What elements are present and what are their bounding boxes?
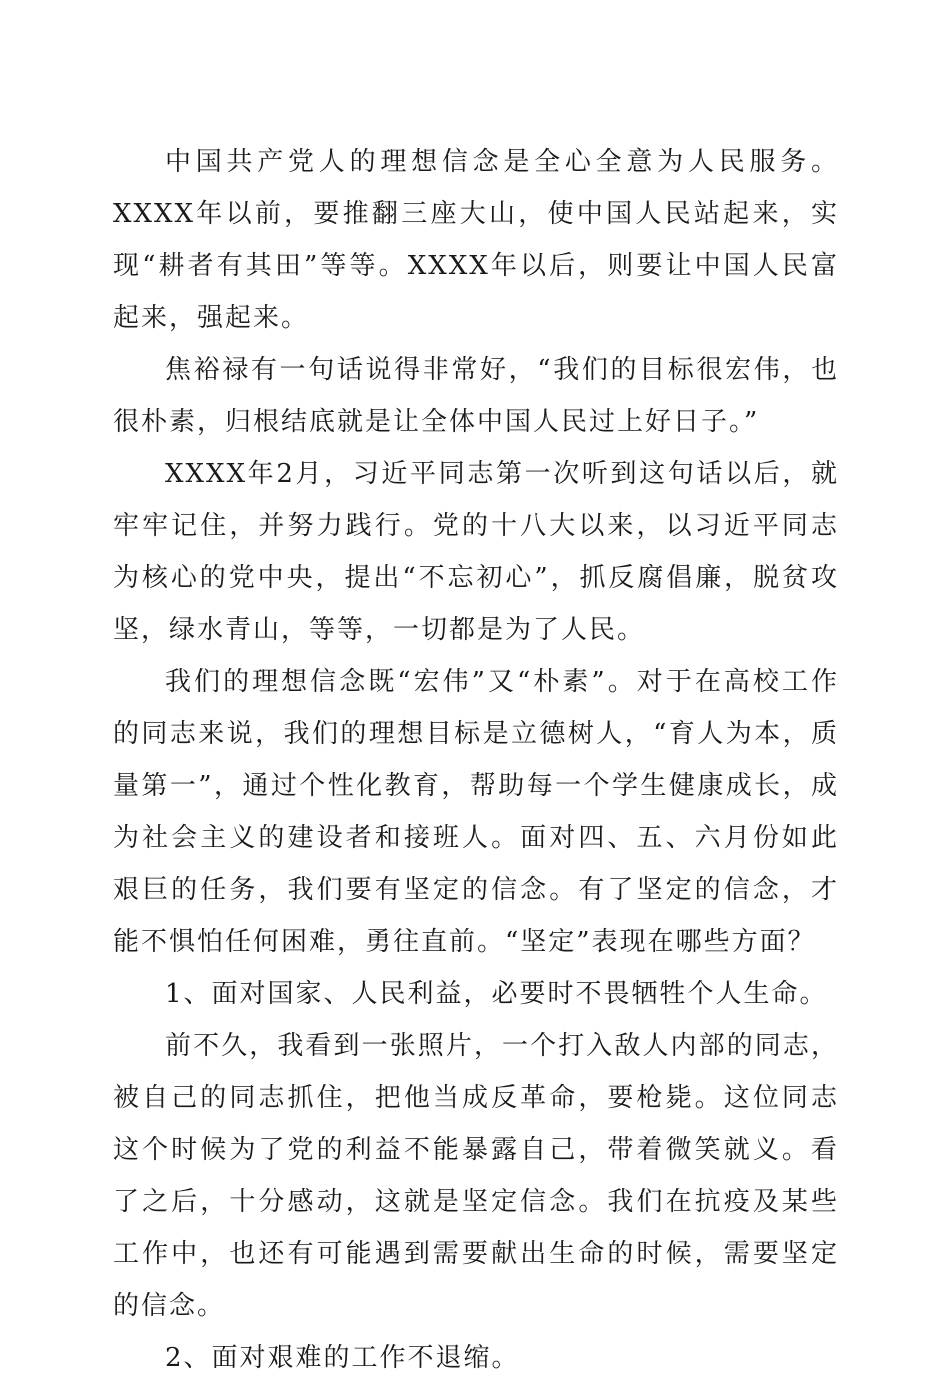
list-heading-1: 1、面对国家、人民利益，必要时不畏牺牲个人生命。	[165, 979, 828, 1009]
paragraph: 前不久，我看到一张照片，一个打入敌人内部的同志，被自己的同志抓住，把他当成反革命，要枪毙。这位同志这个时候为了党的利益不能暴露自己，带着微笑就义。看了之后，十分感动，这就是坚定信念。我们在抗疫及某些工作中，也还有可能遇到需要献出生命的时候，需要坚定的信念。	[113, 1031, 839, 1321]
paragraph: 焦裕禄有一句话说得非常好，“我们的目标很宏伟，也很朴素，归根结底就是让全体中国人民过上好日子。”	[113, 355, 839, 437]
paragraph: XXXX年2月，习近平同志第一次听到这句话以后，就牢牢记住，并努力践行。党的十八大以来，以习近平同志为核心的党中央，提出“不忘初心”，抓反腐倡廉，脱贫攻坚，绿水青山，等等，一切都是为了人民。	[113, 459, 839, 645]
document-body	[113, 136, 839, 1384]
paragraph: 我们的理想信念既“宏伟”又“朴素”。对于在高校工作的同志来说，我们的理想目标是立德树人，“育人为本，质量第一”，通过个性化教育，帮助每一个学生健康成长，成为社会主义的建设者和接班人。面对四、五、六月份如此艰巨的任务，我们要有坚定的信念。有了坚定的信念，才能不惧怕任何困难，勇往直前。“坚定”表现在哪些方面？	[113, 667, 839, 957]
paragraph: 中国共产党人的理想信念是全心全意为人民服务。XXXX年以前，要推翻三座大山，使中国人民站起来，实现“耕者有其田”等等。XXXX年以后，则要让中国人民富起来，强起来。	[113, 147, 839, 333]
list-heading-2: 2、面对艰难的工作不退缩。	[165, 1343, 520, 1373]
